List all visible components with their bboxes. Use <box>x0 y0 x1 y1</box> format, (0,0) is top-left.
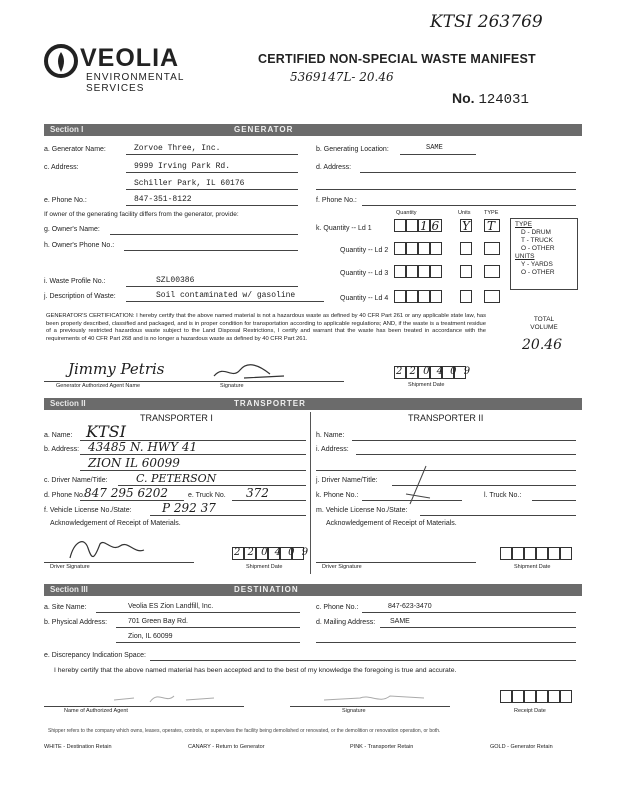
waste-profile: SZL00386 <box>156 276 195 285</box>
quantity-ld2-label: Quantity -- Ld 2 <box>340 247 389 254</box>
type-legend-0: D - DRUM <box>521 229 551 236</box>
total-volume-label: TOTAL VOLUME <box>530 316 558 331</box>
address-d-label: d. Address: <box>316 164 352 171</box>
section1-heading: GENERATOR <box>234 125 294 134</box>
discrepancy-label: e. Discrepancy Indication Space: <box>44 652 146 659</box>
type-units-legend <box>510 218 578 290</box>
veolia-logo-icon <box>44 44 78 78</box>
address-label: c. Address: <box>44 164 79 171</box>
t2-phone-label: k. Phone No.: <box>316 492 359 499</box>
quantity-header: Quantity <box>396 210 417 216</box>
t1-name-label: a. Name: <box>44 432 73 439</box>
section3-heading: DESTINATION <box>234 585 299 594</box>
type-legend-2: O - OTHER <box>521 245 555 252</box>
section1-label: Section I <box>50 125 84 134</box>
waste-profile-label: i. Waste Profile No.: <box>44 278 106 285</box>
handwritten-reference: 5369147L- 20.46 <box>290 70 394 84</box>
section1-bar <box>44 124 582 136</box>
phone-value: 847-351-8122 <box>134 195 192 204</box>
generator-agent-name: Jimmy Petris <box>68 360 165 378</box>
generating-location-label: b. Generating Location: <box>316 146 389 153</box>
owner-name-label: g. Owner's Name: <box>44 226 100 233</box>
logo-name: VEOLIA <box>80 44 180 72</box>
units-legend-0: Y - YARDS <box>521 261 553 268</box>
physical-address2: Zion, IL 60099 <box>128 633 173 640</box>
quantity-ld1-unit: Y <box>462 219 470 233</box>
physical-address1: 701 Green Bay Rd. <box>128 618 188 625</box>
quantity-ld1-value: 1 6 <box>420 219 440 233</box>
t1-vehicle: P 292 37 <box>162 501 216 515</box>
handwritten-ticket-number: KTSI 263769 <box>430 12 543 32</box>
type-header: TYPE <box>484 210 499 216</box>
acceptance-certification: I hereby certify that the above named material has been accepted and to the best of my knowledge the foregoing is true and accurate. <box>54 667 457 674</box>
t1-phone: 847 295 6202 <box>84 486 168 500</box>
t1-vehicle-label: f. Vehicle License No./State: <box>44 507 132 514</box>
authorized-signature-faint <box>320 690 430 706</box>
t2-vehicle-label: m. Vehicle License No./State: <box>316 507 408 514</box>
section2-heading: TRANSPORTER <box>234 399 306 408</box>
t1-shipment-date: 2 2 0 4 0 9 <box>234 547 311 558</box>
type-legend-1: T - TRUCK <box>521 237 553 244</box>
destination-signature-label: Signature <box>342 708 366 714</box>
manifest-number-label: No. <box>452 90 475 106</box>
copy-white: WHITE - Destination Retain <box>44 744 112 750</box>
units-legend-1: O - OTHER <box>521 269 555 276</box>
copy-gold: GOLD - Generator Retain <box>490 744 553 750</box>
agent-signature-faint <box>110 688 220 706</box>
generator-agent-label: Generator Authorized Agent Name <box>56 383 141 389</box>
generating-location: SAME <box>426 144 443 152</box>
address-line2: Schiller Park, IL 60176 <box>134 179 245 188</box>
t2-driver-label: j. Driver Name/Title: <box>316 477 378 484</box>
t1-address1: 43485 N. HWY 41 <box>88 440 198 454</box>
generator-name: Zorvoe Three, Inc. <box>134 144 221 153</box>
address-line1: 9999 Irving Park Rd. <box>134 162 231 171</box>
generator-certification: GENERATOR'S CERTIFICATION: I hereby certify that the above named material is not a hazardous waste as defined by 40 CFR Part 261 or any applicable state law, has been properly described, classified and packaged, and is in proper condition for transportation according to applicable regulations; AND, if the waste is a treatment residue of a previously restricted hazardous waste subject to the Land Disposal Restrictions, I certify and warrant that the waste has been treated in accordance with the requirements of 40 CFR Part 268 and is no longer a hazardous waste as defined by 40 CFR Part 261. <box>46 313 486 342</box>
mailing-address-label: d. Mailing Address: <box>316 619 376 626</box>
t1-address-label: b. Address: <box>44 446 80 453</box>
manifest-number-value: 124031 <box>478 92 529 108</box>
section3-label: Section III <box>50 585 88 594</box>
receipt-date-label: Receipt Date <box>514 708 546 714</box>
t2-shipment-date-label: Shipment Date <box>514 564 551 570</box>
quantity-ld3-label: Quantity -- Ld 3 <box>340 270 389 277</box>
quantity-ld4-label: Quantity -- Ld 4 <box>340 295 389 302</box>
generator-shipment-date: 2 2 0 4 0 9 <box>396 366 473 377</box>
owner-note: If owner of the generating facility differs from the generator, provide: <box>44 211 239 218</box>
generator-shipment-date-label: Shipment Date <box>408 382 445 388</box>
t1-driver-label: c. Driver Name/Title: <box>44 477 108 484</box>
t1-phone-label: d. Phone No.: <box>44 492 87 499</box>
footer-disclaimer: Shipper refers to the company which owns, leases, operates, controls, or supervises the facility being demolished or renovated, or the demolition or renovation operation, or both. <box>48 728 441 734</box>
t1-truck-label: e. Truck No. <box>188 492 226 499</box>
authorized-agent-label: Name of Authorized Agent <box>64 708 128 714</box>
transporter1-title: TRANSPORTER I <box>140 413 213 423</box>
veolia-logo <box>44 44 224 94</box>
t1-shipment-date-label: Shipment Date <box>246 564 283 570</box>
phone-label: e. Phone No.: <box>44 197 87 204</box>
phone-f-label: f. Phone No.: <box>316 197 357 204</box>
section3-bar <box>44 584 582 596</box>
t1-name: KTSI <box>86 422 126 441</box>
units-legend-title: UNITS <box>515 253 535 260</box>
t2-name-label: h. Name: <box>316 432 345 439</box>
site-name-label: a. Site Name: <box>44 604 87 611</box>
total-volume: 20.46 <box>522 337 563 353</box>
t1-driver: C. PETERSON <box>136 472 217 485</box>
transporter2-title: TRANSPORTER II <box>408 413 484 423</box>
t1-ack-label: Acknowledgement of Receipt of Materials. <box>50 520 181 527</box>
destination-phone-label: c. Phone No.: <box>316 604 359 611</box>
logo-sub: ENVIRONMENTAL SERVICES <box>86 72 185 94</box>
waste-description-label: j. Description of Waste: <box>44 293 116 300</box>
site-name: Veolia ES Zion Landfill, Inc. <box>128 603 214 610</box>
t1-address2: ZION IL 60099 <box>88 456 180 470</box>
t1-truck: 372 <box>246 486 269 500</box>
t1-driver-signature <box>64 532 148 562</box>
generator-signature-label: Signature <box>220 383 244 389</box>
manifest-number <box>452 90 529 108</box>
page-title: CERTIFIED NON-SPECIAL WASTE MANIFEST <box>258 52 536 66</box>
mailing-address: SAME <box>390 618 410 625</box>
units-header: Units <box>458 210 471 216</box>
section2-label: Section II <box>50 399 86 408</box>
t2-driver-signature-label: Driver Signature <box>322 564 362 570</box>
type-legend-title: TYPE <box>515 221 532 228</box>
copy-pink: PINK - Transporter Retain <box>350 744 414 750</box>
t1-driver-signature-label: Driver Signature <box>50 564 90 570</box>
physical-address-label: b. Physical Address: <box>44 619 108 626</box>
quantity-ld1-type: T <box>487 219 496 233</box>
generator-name-label: a. Generator Name: <box>44 146 106 153</box>
t2-crossout-mark <box>396 464 436 508</box>
section2-bar <box>44 398 582 410</box>
t2-address-label: i. Address: <box>316 446 349 453</box>
quantity-ld1-label: k. Quantity -- Ld 1 <box>316 225 372 232</box>
t2-truck-label: l. Truck No.: <box>484 492 522 499</box>
owner-phone-label: h. Owner's Phone No.: <box>44 242 115 249</box>
destination-phone: 847-623-3470 <box>388 603 432 610</box>
t2-ack-label: Acknowledgement of Receipt of Materials. <box>326 520 457 527</box>
generator-signature <box>210 362 290 382</box>
waste-description: Soil contaminated w/ gasoline <box>156 291 296 300</box>
copy-canary: CANARY - Return to Generator <box>188 744 265 750</box>
